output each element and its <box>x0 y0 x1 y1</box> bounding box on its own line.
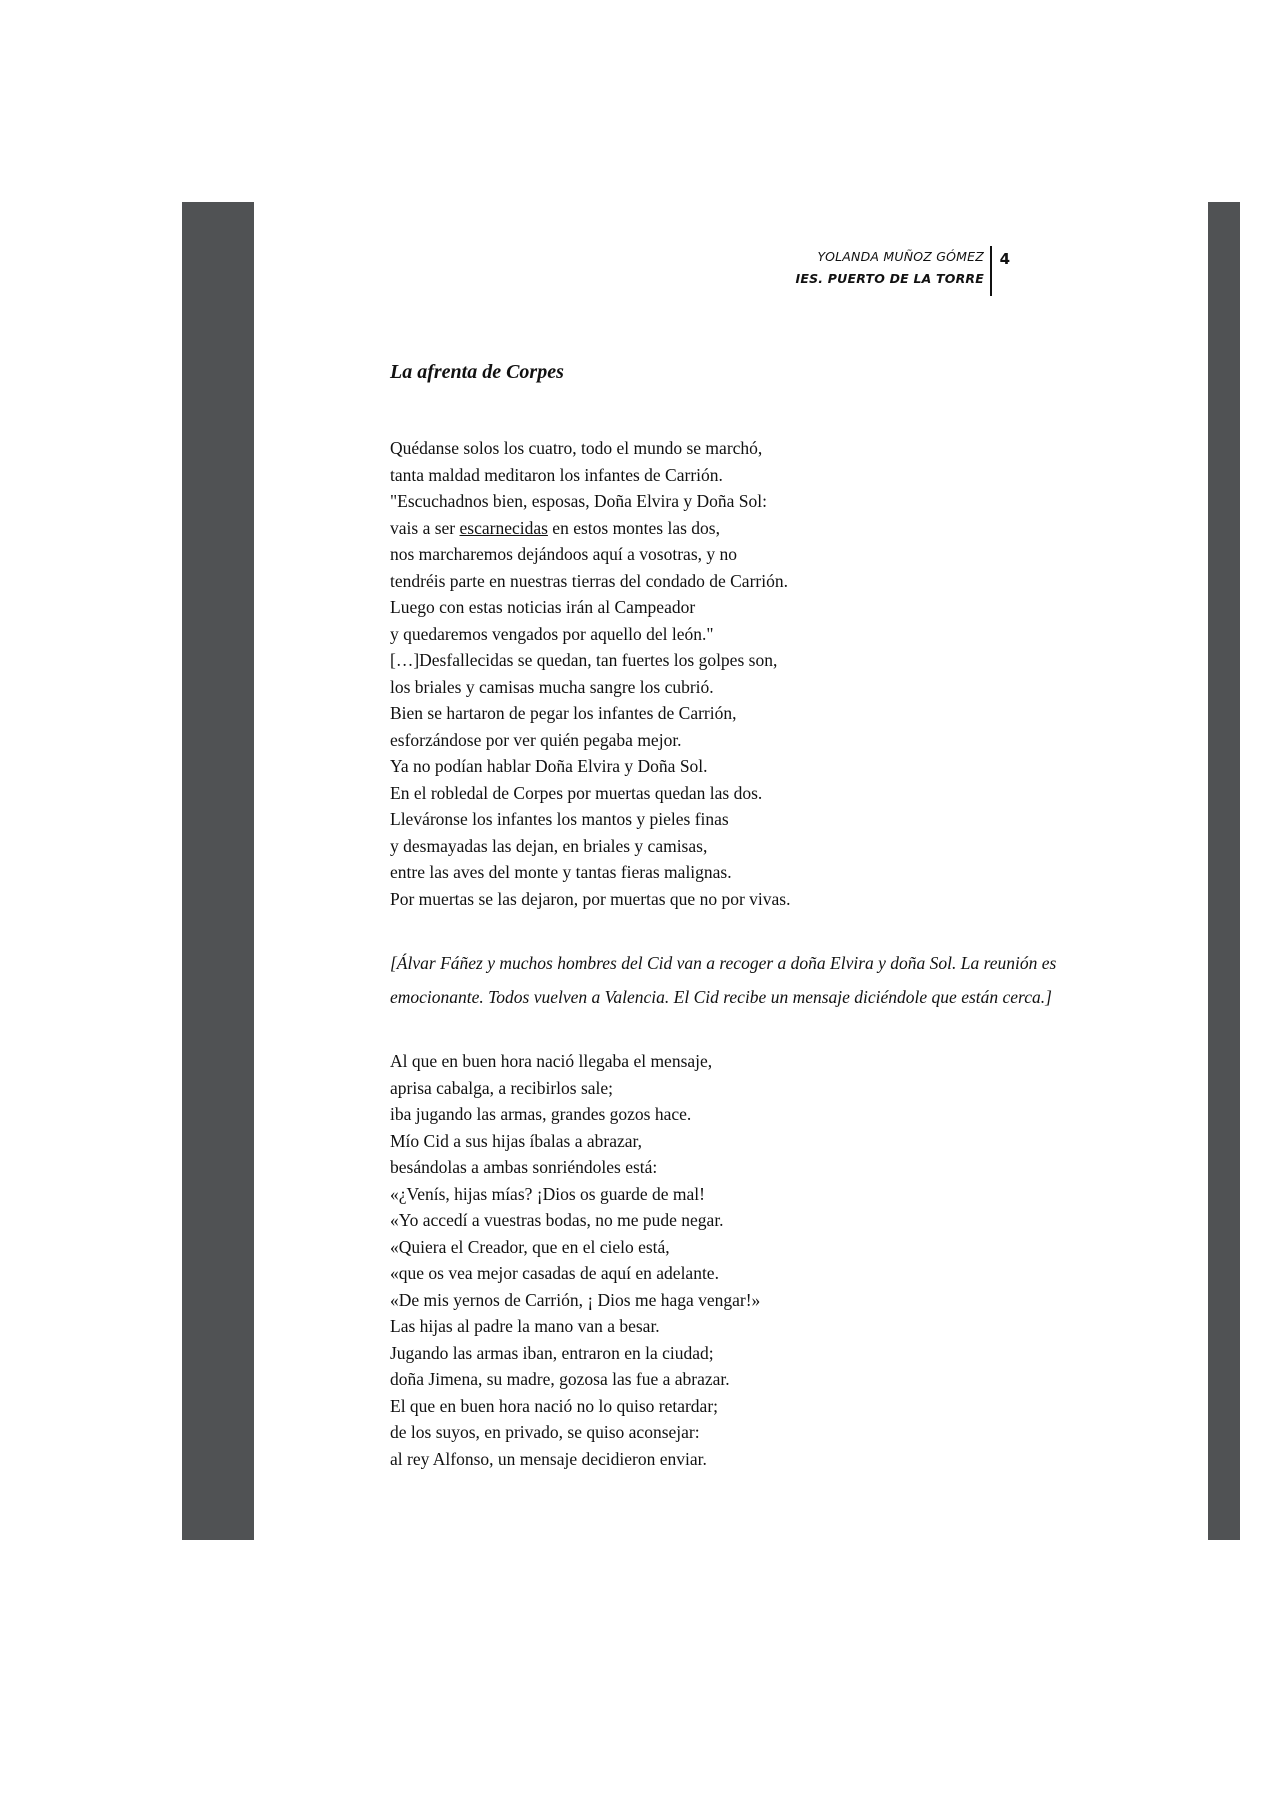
page-header <box>636 246 1076 296</box>
verse-line: «De mis yernos de Carrión, ¡ Dios me haga vengar!» <box>390 1289 761 1310</box>
verse-line: «que os vea mejor casadas de aquí en adelante. <box>390 1263 719 1283</box>
verse-line: doña Jimena, su madre, gozosa las fue a abrazar. <box>390 1369 730 1389</box>
verse-line: al rey Alfonso, un mensaje decidieron enviar. <box>390 1448 707 1469</box>
verse-line: "Escuchadnos bien, esposas, Doña Elvira y Doña Sol: <box>390 491 768 511</box>
header-author: YOLANDA MUÑOZ GÓMEZ <box>817 249 984 264</box>
left-margin-bar <box>182 202 254 1540</box>
verse-line: Luego con estas noticias irán al Campeador <box>390 597 696 617</box>
verse-line: Al que en buen hora nació llegaba el mensaje, <box>390 1051 713 1071</box>
narrative-note <box>390 946 1090 1014</box>
verse-line: Mío Cid a sus hijas íbalas a abrazar, <box>390 1130 643 1151</box>
verse-line <box>390 515 1090 542</box>
verse-line: El que en buen hora nació no lo quiso retardar; <box>390 1395 719 1416</box>
verse-line: Las hijas al padre la mano van a besar. <box>390 1316 660 1336</box>
note-line: [Álvar Fáñez y muchos hombres del Cid van a recoger a doña Elvira y doña Sol. La reunión es <box>390 953 1057 973</box>
verse-line: esforzándose por ver quién pegaba mejor. <box>390 729 682 750</box>
verse-line: de los suyos, en privado, se quiso aconsejar: <box>390 1422 700 1442</box>
verse-line: los briales y camisas mucha sangre los cubrió. <box>390 676 714 697</box>
verse-line: «Yo accedí a vuestras bodas, no me pude negar. <box>390 1210 724 1230</box>
note-line: emocionante. Todos vuelven a Valencia. El Cid recibe un mensaje diciéndole que están cerca.] <box>390 987 1052 1007</box>
verse-line: Ya no podían hablar Doña Elvira y Doña Sol. <box>390 756 708 776</box>
verse-line: Jugando las armas iban, entraron en la ciudad; <box>390 1342 714 1363</box>
verse-line: iba jugando las armas, grandes gozos hace. <box>390 1104 692 1124</box>
verse-line: y quedaremos vengados por aquello del león." <box>390 623 714 644</box>
verse-line: nos marcharemos dejándoos aquí a vosotras, y no <box>390 544 738 564</box>
document-content <box>390 357 1090 1472</box>
verse-line: «Quiera el Creador, que en el cielo está, <box>390 1236 670 1257</box>
verse-line: entre las aves del monte y tantas fieras malignas. <box>390 862 732 882</box>
stanza-1 <box>390 435 1090 912</box>
verse-line-end: en estos montes las dos, <box>547 517 720 538</box>
verse-line: Quédanse solos los cuatro, todo el mundo se marchó, <box>390 438 763 458</box>
header-divider <box>990 246 992 296</box>
verse-line: «¿Venís, hijas mías? ¡Dios os guarde de mal! <box>390 1183 705 1204</box>
header-school: IES. PUERTO DE LA TORRE <box>795 271 984 286</box>
stanza-2 <box>390 1048 1090 1472</box>
verse-line: En el robledal de Corpes por muertas quedan las dos. <box>390 782 763 803</box>
page-number: 4 <box>999 250 1010 268</box>
verse-line: Por muertas se las dejaron, por muertas que no por vivas. <box>390 888 791 909</box>
verse-line: aprisa cabalga, a recibirlos sale; <box>390 1077 614 1098</box>
verse-line: besándolas a ambas sonriéndoles está: <box>390 1157 658 1177</box>
verse-line: tanta maldad meditaron los infantes de Carrión. <box>390 464 723 485</box>
right-margin-bar <box>1208 202 1240 1540</box>
header-text <box>795 246 984 290</box>
underlined-word: escarnecidas <box>459 517 548 538</box>
verse-line: […]Desfallecidas se quedan, tan fuertes los golpes son, <box>390 650 778 670</box>
verse-line: Bien se hartaron de pegar los infantes de Carrión, <box>390 703 737 723</box>
verse-line: tendréis parte en nuestras tierras del condado de Carrión. <box>390 570 788 591</box>
verse-line: Lleváronse los infantes los mantos y pieles finas <box>390 809 729 829</box>
verse-line-start: vais a ser <box>390 517 460 538</box>
verse-line: y desmayadas las dejan, en briales y camisas, <box>390 835 708 856</box>
section-title: La afrenta de Corpes <box>390 361 564 383</box>
